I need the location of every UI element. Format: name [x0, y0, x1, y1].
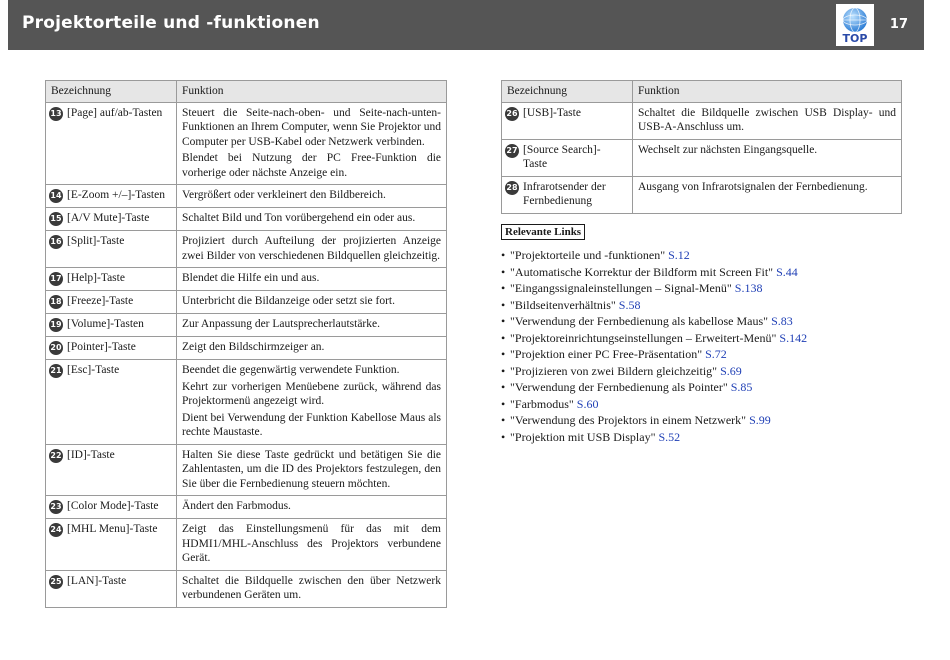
row-name-cell [46, 185, 177, 208]
globe-icon [839, 6, 871, 34]
row-name-cell [46, 314, 177, 337]
link-text: "Verwendung der Fernbedienung als kabellose Maus" [510, 314, 769, 328]
function-text: Schaltet Bild und Ton vorübergehend ein oder aus. [182, 212, 416, 224]
item-number-badge: 19 [49, 318, 63, 332]
page-link[interactable]: S.69 [720, 363, 742, 378]
row-function-cell [177, 102, 447, 185]
link-text: "Projektorteile und -funktionen" [510, 248, 666, 262]
related-links-list [501, 247, 807, 445]
item-name: [Color Mode]-Taste [67, 500, 159, 512]
item-number-badge: 14 [49, 189, 63, 203]
item-name: [E-Zoom +/–]-Tasten [67, 189, 165, 201]
table-row [46, 208, 447, 231]
bullet: • [501, 380, 506, 394]
left-function-table [45, 80, 447, 608]
table-row [46, 185, 447, 208]
row-name-cell [46, 102, 177, 185]
page-link[interactable]: S.72 [705, 347, 727, 361]
related-link-item [501, 297, 807, 314]
item-number-badge: 22 [49, 449, 63, 463]
bullet: • [501, 396, 506, 411]
link-text: "Verwendung des Projektors in einem Netzwerk" [510, 413, 747, 427]
function-text: Steuert die Seite-nach-oben- und Seite-nach-unten-Funktionen an Ihrem Computer, wenn Sie Projektor und Computer per USB-Kabel oder Netzwerk verbinden. [182, 106, 441, 148]
item-name: [Esc]-Taste [67, 364, 120, 376]
function-text: Kehrt zur vorherigen Menüebene zurück, während das Projektormenü angezeigt wird. [182, 380, 441, 407]
row-name-cell [502, 176, 633, 213]
row-function-cell [177, 291, 447, 314]
row-name-cell [46, 337, 177, 360]
row-function-cell [177, 570, 447, 607]
bullet: • [501, 413, 506, 427]
related-links-title: Relevante Links [501, 224, 585, 240]
function-text: Zeigt den Bildschirmzeiger an. [182, 341, 325, 353]
bullet: • [501, 264, 506, 279]
row-name-cell [502, 102, 633, 139]
link-text: "Projektion einer PC Free-Präsentation" [510, 347, 703, 361]
item-number-badge: 24 [49, 523, 63, 537]
function-text: Zeigt das Einstellungsmenü für das mit dem HDMI1/MHL-Anschluss des Projektors verbundene Gerät. [182, 523, 441, 564]
bullet: • [501, 429, 506, 444]
related-link-item [501, 412, 807, 429]
page-link[interactable]: S.52 [658, 429, 681, 444]
function-text: Blendet die Hilfe ein und aus. [182, 272, 320, 284]
related-link-item [501, 429, 807, 446]
table-row [46, 314, 447, 337]
item-name: [Source Search]-Taste [523, 143, 601, 170]
top-label: TOP [842, 32, 868, 45]
related-link-item [501, 396, 807, 413]
row-name-cell [46, 268, 177, 291]
related-link-item [501, 280, 807, 297]
function-text: Ausgang von Infrarotsignalen der Fernbedienung. [638, 180, 868, 193]
item-number-badge: 15 [49, 212, 63, 226]
item-name: [Pointer]-Taste [67, 341, 136, 353]
page-link[interactable]: S.142 [779, 330, 808, 345]
bullet: • [501, 248, 506, 262]
page-link[interactable]: S.99 [749, 413, 771, 427]
related-link-item [501, 363, 807, 380]
table-header-row [502, 81, 902, 103]
row-function-cell [177, 519, 447, 571]
item-name: [Page] auf/ab-Tasten [67, 106, 163, 119]
bullet: • [501, 281, 506, 295]
row-function-cell [177, 360, 447, 445]
table-header-row [46, 81, 447, 103]
item-number-badge: 28 [505, 181, 519, 195]
row-function-cell [177, 444, 447, 496]
row-name-cell [502, 139, 633, 176]
table-row [502, 176, 902, 213]
row-function-cell [177, 208, 447, 231]
item-number-badge: 13 [49, 107, 63, 121]
function-text: Unterbricht die Bildanzeige oder setzt sie fort. [182, 295, 395, 307]
row-name-cell [46, 519, 177, 571]
table-row [46, 496, 447, 519]
function-text: Wechselt zur nächsten Eingangsquelle. [638, 143, 818, 156]
table-row [46, 337, 447, 360]
row-function-cell [177, 496, 447, 519]
page-link[interactable]: S.85 [730, 380, 753, 394]
item-name: [Volume]-Tasten [67, 318, 144, 330]
row-name-cell [46, 444, 177, 496]
page-link[interactable]: S.138 [734, 281, 763, 295]
table-row [502, 139, 902, 176]
link-text: "Verwendung der Fernbedienung als Pointer" [510, 380, 728, 394]
row-function-cell [633, 176, 902, 213]
item-name: [LAN]-Taste [67, 574, 127, 587]
item-name: [USB]-Taste [523, 106, 581, 119]
table-row [46, 291, 447, 314]
function-text: Projiziert durch Aufteilung der projizierten Anzeige zwei Bilder von verschiedenen Bildquellen gleichzeitig. [182, 235, 441, 262]
bullet: • [501, 347, 506, 361]
page-header [8, 0, 924, 50]
table-row [46, 570, 447, 607]
right-function-table [501, 80, 902, 214]
bullet: • [501, 297, 506, 312]
item-number-badge: 20 [49, 341, 63, 355]
related-link-item [501, 264, 807, 281]
item-number-badge: 17 [49, 272, 63, 286]
row-function-cell [177, 337, 447, 360]
table-row [46, 444, 447, 496]
link-text: "Projektion mit USB Display" [510, 429, 656, 444]
row-name-cell [46, 570, 177, 607]
row-function-cell [177, 268, 447, 291]
related-link-item [501, 313, 807, 330]
page-link[interactable]: S.12 [668, 248, 690, 262]
link-text: "Eingangssignaleinstellungen – Signal-Menü" [510, 281, 732, 295]
function-text: Ändert den Farbmodus. [182, 500, 291, 512]
item-name: [Split]-Taste [67, 235, 125, 247]
table-row [46, 268, 447, 291]
link-text: "Bildseitenverhältnis" [510, 297, 616, 312]
column-header-name: Bezeichnung [502, 81, 633, 103]
table-row [46, 519, 447, 571]
link-text: "Projektoreinrichtungseinstellungen – Erweitert-Menü" [510, 330, 777, 345]
row-function-cell [177, 231, 447, 268]
row-name-cell [46, 291, 177, 314]
row-function-cell [633, 139, 902, 176]
row-name-cell [46, 231, 177, 268]
row-name-cell [46, 208, 177, 231]
top-button[interactable] [836, 4, 874, 46]
function-text: Blendet bei Nutzung der PC Free-Funktion die vorherige oder nächste Anzeige ein. [182, 152, 441, 179]
page-link[interactable]: S.83 [771, 314, 793, 328]
function-text: Schaltet die Bildquelle zwischen USB Display- und USB-A-Anschluss um. [638, 106, 896, 133]
function-text: Zur Anpassung der Lautsprecherlautstärke. [182, 318, 380, 330]
page-link[interactable]: S.58 [618, 297, 641, 312]
table-row [502, 102, 902, 139]
item-number-badge: 25 [49, 575, 63, 589]
function-text: Beendet die gegenwärtig verwendete Funktion. [182, 364, 400, 376]
item-name: [A/V Mute]-Taste [67, 212, 150, 224]
item-name: [Freeze]-Taste [67, 295, 134, 307]
function-text: Halten Sie diese Taste gedrückt und betätigen Sie die Zahlentasten, um die ID des Projektors festzulegen, den Sie über die Fernbedienung steuern möchten. [182, 448, 441, 490]
column-header-function: Funktion [633, 81, 902, 103]
bullet: • [501, 363, 506, 378]
row-function-cell [177, 314, 447, 337]
link-text: "Farbmodus" [510, 396, 574, 411]
column-header-function: Funktion [177, 81, 447, 103]
function-text: Schaltet die Bildquelle zwischen den über Netzwerk verbundenen Geräten um. [182, 574, 441, 601]
related-link-item [501, 379, 807, 396]
bullet: • [501, 330, 506, 345]
table-row [46, 102, 447, 185]
bullet: • [501, 314, 506, 328]
item-name: [Help]-Taste [67, 272, 125, 284]
function-text: Dient bei Verwendung der Funktion Kabellose Maus als rechte Maustaste. [182, 411, 441, 438]
function-text: Vergrößert oder verkleinert den Bildbereich. [182, 189, 386, 201]
item-name: [ID]-Taste [67, 448, 115, 461]
related-link-item [501, 247, 807, 264]
row-function-cell [633, 102, 902, 139]
page-link[interactable]: S.44 [776, 264, 798, 279]
column-header-name: Bezeichnung [46, 81, 177, 103]
table-row [46, 360, 447, 445]
page-title: Projektorteile und -funktionen [22, 13, 320, 33]
link-text: "Projizieren von zwei Bildern gleichzeitig" [510, 363, 718, 378]
item-name: Infrarotsender der Fernbedienung [523, 180, 606, 207]
table-row [46, 231, 447, 268]
item-number-badge: 21 [49, 364, 63, 378]
item-number-badge: 18 [49, 295, 63, 309]
related-link-item [501, 330, 807, 347]
row-function-cell [177, 185, 447, 208]
item-number-badge: 26 [505, 107, 519, 121]
page-link[interactable]: S.60 [576, 396, 599, 411]
item-number-badge: 27 [505, 144, 519, 158]
link-text: "Automatische Korrektur der Bildform mit Screen Fit" [510, 264, 774, 279]
row-name-cell [46, 360, 177, 445]
item-number-badge: 23 [49, 500, 63, 514]
item-name: [MHL Menu]-Taste [67, 523, 158, 535]
related-link-item [501, 346, 807, 363]
page-number: 17 [889, 17, 908, 32]
row-name-cell [46, 496, 177, 519]
item-number-badge: 16 [49, 235, 63, 249]
